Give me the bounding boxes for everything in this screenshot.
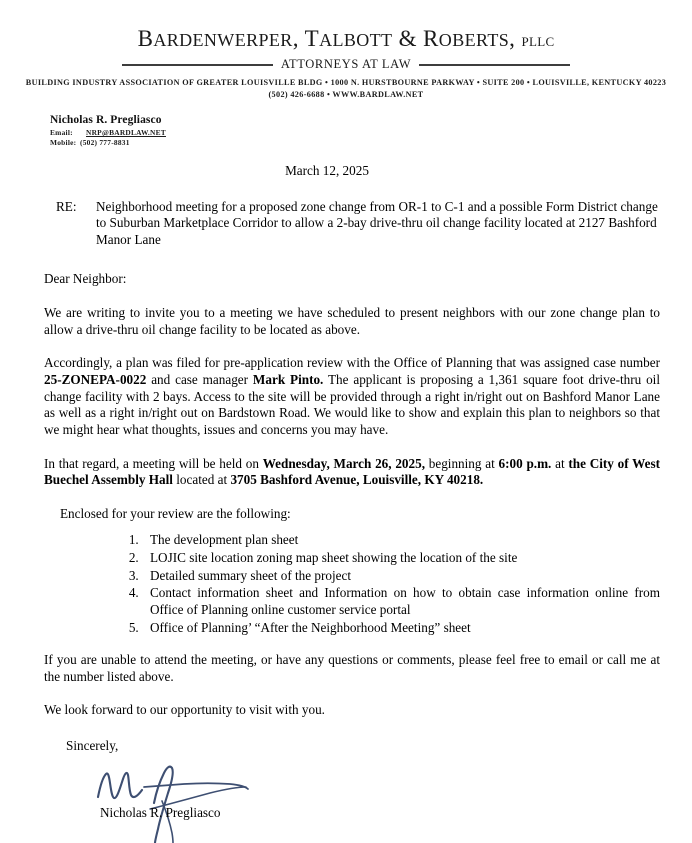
- para3-text-c: at: [551, 455, 569, 471]
- list-item: 5. Office of Planning’ “After the Neighborhood Meeting” sheet: [142, 620, 660, 637]
- para3-text-d: located at: [172, 472, 231, 488]
- para2-text-c: The applicant is proposing a 1,361 square foot drive-thru oil change facility with 2 bays. Access to the site will be provided through a right in/right out on Bashford Manor Lane as well as a right in/right out on Bardstown Road. We would like to show and explain this plan to neighbors so that we might hear what thoughts, issues and concerns you may have.: [44, 372, 660, 437]
- enclosures-lead-in: Enclosed for your review are the following:: [60, 505, 291, 521]
- paragraph-contact-invitation: If you are unable to attend the meeting, or have any questions or comments, please feel free to email or call me at the number listed above.: [44, 652, 660, 684]
- signature-area: [44, 757, 660, 843]
- list-item: 3. Detailed summary sheet of the project: [142, 568, 660, 585]
- meeting-address: 3705 Bashford Avenue, Louisville, KY 40218.: [230, 472, 484, 488]
- list-item: 4. Contact information sheet and Information on how to obtain case information online from Office of Planning online customer service portal: [142, 585, 660, 618]
- sender-email-value[interactable]: NRP@BARDLAW.NET: [86, 128, 166, 138]
- paragraph-invitation: We are writing to invite you to a meeting we have scheduled to present neighbors with our zone change plan to allow a drive-thru oil change facility to be located as above.: [44, 305, 660, 337]
- paragraph-meeting-details: [44, 456, 660, 489]
- divider-rule-right: [419, 64, 570, 66]
- office-phone-website-line: (502) 426-6688 • WWW.BARDLAW.NET: [268, 90, 424, 99]
- enclosures-list: [44, 532, 660, 636]
- para3-text-a: In that regard, a meeting will be held on: [44, 455, 263, 471]
- case-number: 25-ZONEPA-0022: [44, 372, 147, 388]
- re-label: RE:: [56, 198, 77, 214]
- meeting-time: 6:00 p.m.: [498, 455, 552, 471]
- signature-typed-name: Nicholas R. Pregliasco: [100, 804, 221, 820]
- list-item: 1. The development plan sheet: [142, 532, 660, 549]
- attorneys-at-law-label: ATTORNEYS AT LAW: [280, 57, 412, 71]
- closing-salutation: Sincerely,: [66, 738, 119, 754]
- re-block: [44, 199, 660, 249]
- sender-contact-block: [0, 113, 692, 147]
- letterhead: [0, 0, 692, 99]
- para2-text-a: Accordingly, a plan was filed for pre-application review with the Office of Planning that was assigned case number: [44, 355, 660, 371]
- para3-text-b: beginning at: [425, 455, 499, 471]
- sender-email-row: [50, 128, 692, 137]
- firm-suffix: PLLC: [521, 34, 555, 49]
- letter-body: [0, 163, 692, 843]
- sender-mobile-row: [50, 138, 692, 147]
- meeting-venue: the City of West Buechel Assembly Hall: [44, 455, 660, 488]
- meeting-date: Wednesday, March 26, 2025,: [262, 455, 425, 471]
- re-subject-text: Neighborhood meeting for a proposed zone change from OR-1 to C-1 and a possible Form District change to Suburban Marketplace Corridor to allow a 2-bay drive-thru oil change facility located at 2127 Bashford Manor Lane: [96, 198, 658, 247]
- list-item: 2. LOJIC site location zoning map sheet showing the location of the site: [142, 550, 660, 567]
- handwritten-signature: [92, 757, 312, 843]
- para2-text-b: and case manager: [146, 372, 253, 388]
- office-address-line: BUILDING INDUSTRY ASSOCIATION OF GREATER LOUISVILLE BLDG • 1000 N. HURSTBOURNE PARKWAY • SUITE 200 • LOUISVILLE, KENTUCKY 40223: [25, 78, 667, 87]
- paragraph-case-details: [44, 355, 660, 438]
- paragraph-closing-remark: We look forward to our opportunity to visit with you.: [44, 702, 325, 718]
- case-manager-name: Mark Pinto.: [252, 372, 324, 388]
- attorneys-at-law-row: [0, 57, 692, 72]
- letter-date: March 12, 2025: [285, 163, 369, 179]
- sender-mobile-label: Mobile:: [50, 138, 77, 148]
- salutation: Dear Neighbor:: [44, 270, 127, 286]
- sender-mobile-value: (502) 777-8831: [80, 138, 130, 148]
- sender-name: Nicholas R. Pregliasco: [50, 114, 162, 126]
- sender-email-label: Email:: [50, 128, 73, 138]
- firm-name: BARDENWERPER, TALBOTT & ROBERTS, PLLC: [137, 26, 555, 51]
- divider-rule-left: [122, 64, 273, 66]
